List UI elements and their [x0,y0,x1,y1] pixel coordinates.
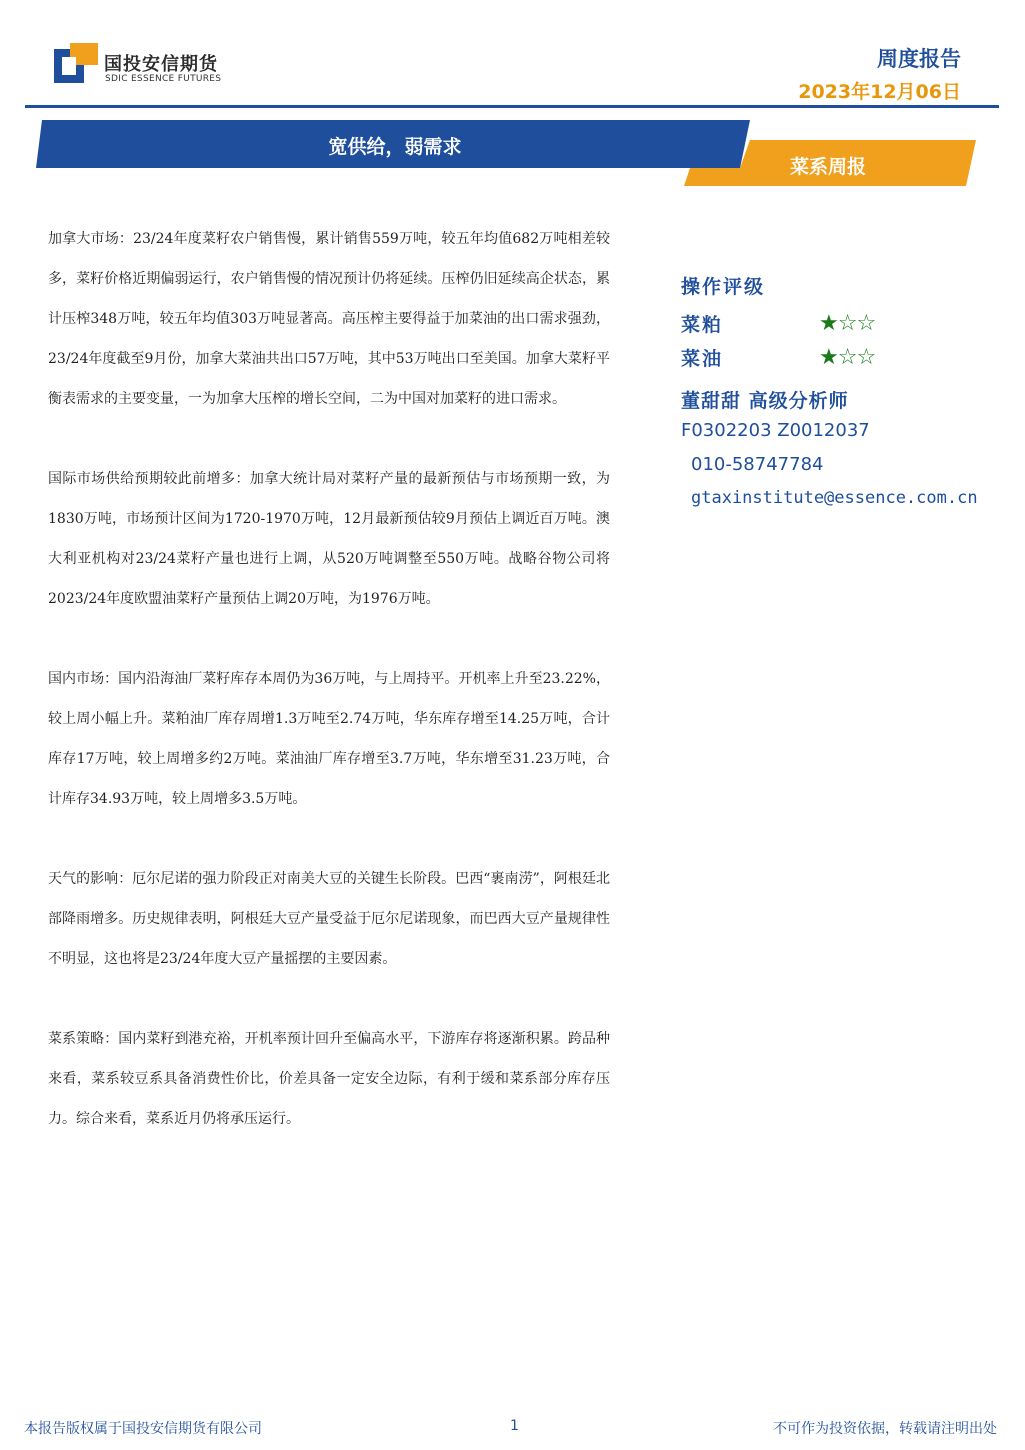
analyst-name: 董甜甜 高级分析师 [681,390,849,412]
report-body [48,219,610,1179]
report-category-tag: 菜系周报 [789,156,866,178]
company-name-en: SDIC ESSENCE FUTURES [105,74,222,84]
report-date: 2023年12月06日 [798,81,961,103]
page-number: 1 [510,1418,519,1434]
paragraph-domestic-market: 国内市场：国内沿海油厂菜籽库存本周仍为36万吨，与上周持平。开机率上升至23.22%，较上周小幅上升。菜粕油厂库存周增1.3万吨至2.74万吨，华东库存增至14.25万吨，合计库存17万吨，较上周增多约2万吨。菜油油厂库存增至3.7万吨，华东增至31.23万吨，合计库存34.93万吨，较上周增多3.5万吨。 [48,671,610,807]
contact-email[interactable]: gtaxinstitute@essence.com.cn [691,488,978,508]
report-headline: 宽供给，弱需求 [328,136,462,158]
sidebar [681,272,1011,522]
footer-disclaimer: 不可作为投资依据，转载请注明出处 [773,1421,997,1437]
header-divider [25,105,999,108]
star-rating-icon: ★☆☆ [819,344,876,370]
analyst-certificates: F0302203 Z0012037 [681,420,870,441]
rating-name: 菜油 [681,347,724,370]
paragraph-weather: 天气的影响：厄尔尼诺的强力阶段正对南美大豆的关键生长阶段。巴西“裹南涝”，阿根廷北部降雨增多。历史规律表明，阿根廷大豆产量受益于厄尔尼诺现象，而巴西大豆产量规律性不明显，这也将是23/24年度大豆产量摇摆的主要因素。 [48,871,610,967]
company-name-cn: 国投安信期货 [104,54,218,75]
company-logo-icon [54,43,98,83]
rating-name: 菜粕 [681,313,724,336]
rating-title: 操作评级 [681,276,766,298]
footer-copyright: 本报告版权属于国投安信期货有限公司 [24,1421,262,1437]
paragraph-strategy: 菜系策略：国内菜籽到港充裕，开机率预计回升至偏高水平，下游库存将逐渐积累。跨品种来看，菜系较豆系具备消费性价比，价差具备一定安全边际，有利于缓和菜系部分库存压力。综合来看，菜系近月仍将承压运行。 [48,1031,610,1127]
paragraph-canada-market: 加拿大市场：23/24年度菜籽农户销售慢，累计销售559万吨，较五年均值682万吨相差较多，菜籽价格近期偏弱运行，农户销售慢的情况预计仍将延续。压榨仍旧延续高企状态，累计压榨348万吨，较五年均值303万吨显著高。高压榨主要得益于加菜油的出口需求强劲，23/24年度截至9月份，加拿大菜油共出口57万吨，其中53万吨出口至美国。加拿大菜籽平衡表需求的主要变量，一为加拿大压榨的增长空间，二为中国对加菜籽的进口需求。 [48,231,610,407]
star-rating-icon: ★☆☆ [819,310,876,336]
paragraph-international-supply: 国际市场供给预期较此前增多：加拿大统计局对菜籽产量的最新预估与市场预期一致，为1830万吨，市场预计区间为1720-1970万吨，12月最新预估较9月预估上调近百万吨。澳大利亚机构对23/24菜籽产量也进行上调，从520万吨调整至550万吨。战略谷物公司将2023/24年度欧盟油菜籽产量预估上调20万吨，为1976万吨。 [48,471,610,607]
rating-row [681,340,1011,374]
rating-row [681,306,1011,340]
report-type: 周度报告 [877,47,961,71]
contact-phone: 010-58747784 [691,454,824,475]
